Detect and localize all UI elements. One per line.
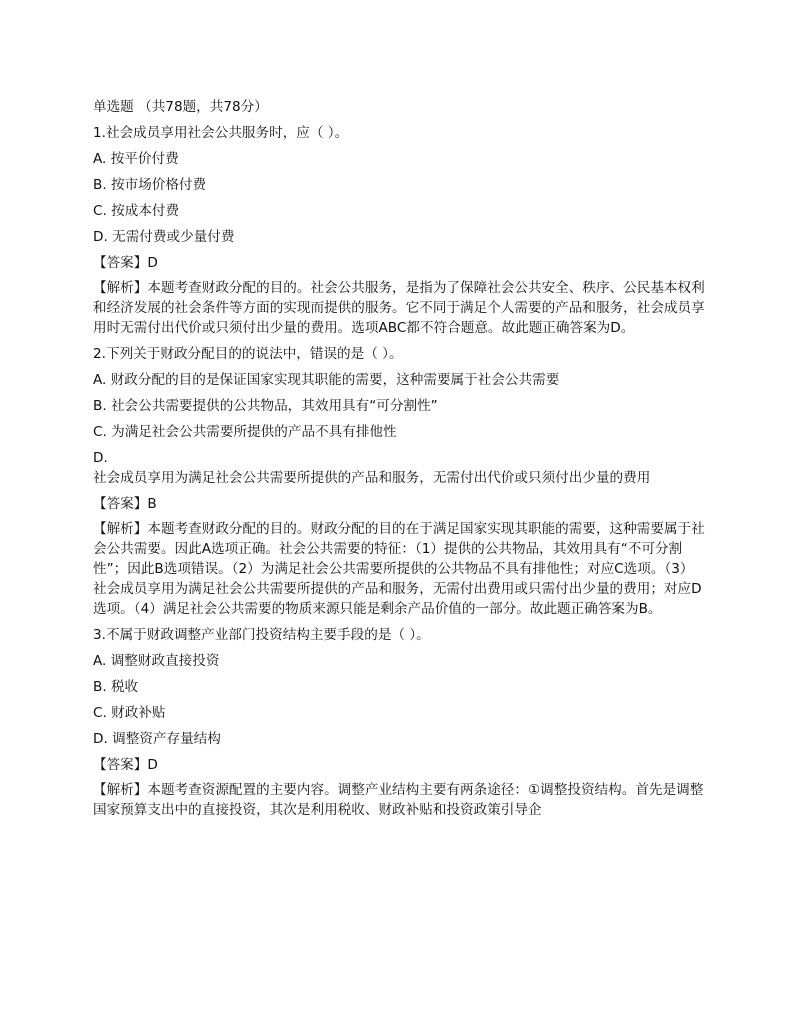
section-title: 单选题 （共78题，共78分） [93, 99, 268, 115]
answer-line: 【答案】D [93, 255, 158, 271]
explanation-paragraph: 【解析】本题考查财政分配的目的。财政分配的目的在于满足国家实现其职能的需要，这种需要属于社会公共需要。因此A选项正确。社会公共需要的特征：（1）提供的公共物品，其效用具有“不可分割性”；因此B选项错误。（2）为满足社会公共需要所提供的公共物品不具有排他性；对应C选项。（3）社会成员享用为满足社会公共需要所提供的产品和服务，无需付出费用或只需付出少量的费用；对应D选项。（4）满足社会公共需要的物质来源只能是剩余产品价值的一部分。故此题正确答案为B。 [93, 521, 705, 617]
option-b: B. 按市场价格付费 [93, 177, 207, 193]
explanation-paragraph: 【解析】本题考查资源配置的主要内容。调整产业结构主要有两条途径：①调整投资结构。首先是调整国家预算支出中的直接投资，其次是利用税收、财政补贴和投资政策引导企 [93, 782, 704, 818]
option-a: A. 财政分配的目的是保证国家实现其职能的需要，这种需要属于社会公共需要 [93, 372, 560, 388]
question-stem: 2.下列关于财政分配目的的说法中，错误的是（ ）。 [93, 346, 403, 362]
option-b: B. 税收 [93, 679, 139, 695]
option-c: C. 财政补贴 [93, 705, 166, 721]
option-c: C. 按成本付费 [93, 203, 180, 219]
question-block [93, 344, 705, 619]
exam-page [93, 97, 705, 826]
option-b: B. 社会公共需要提供的公共物品，其效用具有“可分割性” [93, 398, 438, 414]
question-block [93, 625, 705, 820]
question-stem: 1.社会成员享用社会公共服务时，应（ ）。 [93, 125, 349, 141]
answer-line: 【答案】D [93, 757, 158, 773]
option-a: A. 调整财政直接投资 [93, 653, 220, 669]
option-d-label: D. [93, 450, 108, 466]
option-d: D. 调整资产存量结构 [93, 731, 221, 747]
option-d: D. 无需付费或少量付费 [93, 229, 235, 245]
question-stem: 3.不属于财政调整产业部门投资结构主要手段的是（ ）。 [93, 627, 430, 643]
answer-line: 【答案】B [93, 496, 157, 512]
question-block [93, 123, 705, 338]
option-d-text: 社会成员享用为满足社会公共需要所提供的产品和服务，无需付出代价或只须付出少量的费用 [93, 470, 651, 486]
option-c: C. 为满足社会公共需要所提供的产品不具有排他性 [93, 424, 397, 440]
explanation-paragraph: 【解析】本题考查财政分配的目的。社会公共服务，是指为了保障社会公共安全、秩序、公民基本权利和经济发展的社会条件等方面的实现而提供的服务。它不同于满足个人需要的产品和服务，社会成员享用时无需付出代价或只须付出少量的费用。选项ABC都不符合题意。故此题正确答案为D。 [93, 280, 705, 336]
option-a: A. 按平价付费 [93, 151, 179, 167]
